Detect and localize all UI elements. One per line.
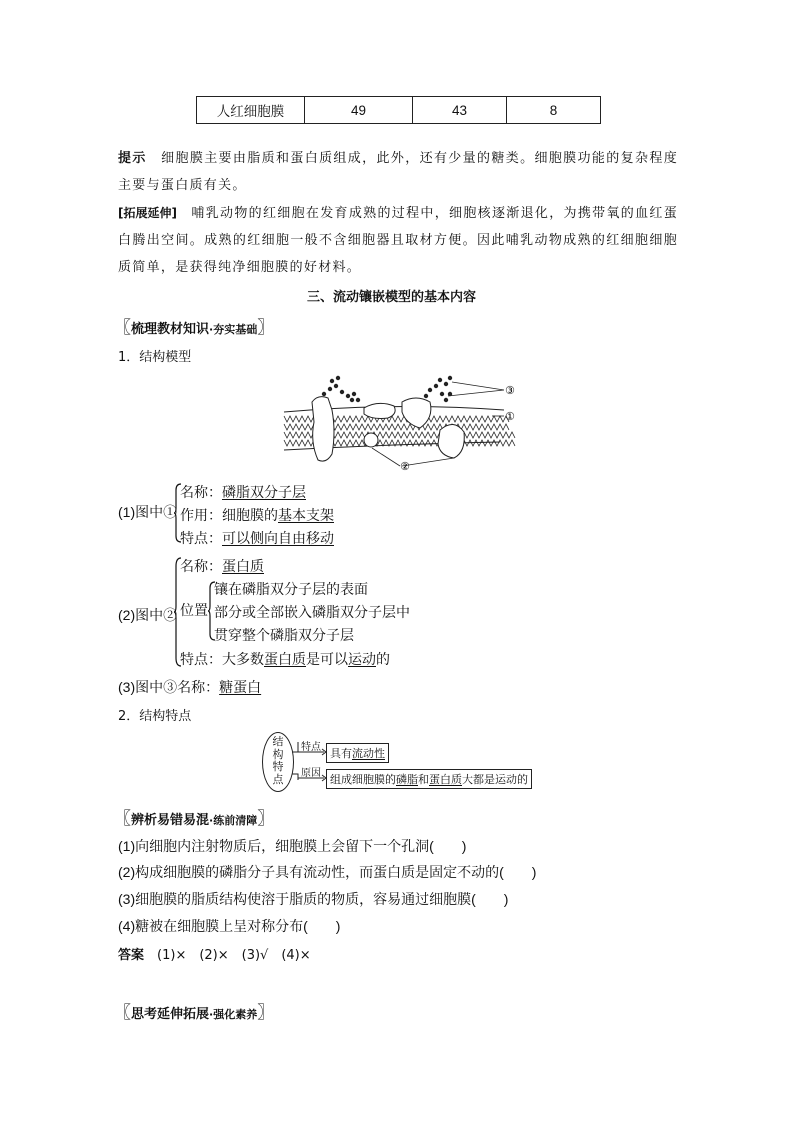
box2-text-c: 和 xyxy=(418,773,429,786)
question-2: (2)构成细胞膜的磷脂分子具有流动性，而蛋白质是固定不动的( ) xyxy=(118,864,537,880)
answer-label: 答案 xyxy=(118,948,145,963)
question-1: (1)向细胞内注射物质后，细胞膜上会留下一个孔洞( ) xyxy=(118,838,467,854)
box2-text-b: 磷脂 xyxy=(396,773,418,786)
item2-feature-c: 是可以 xyxy=(306,651,348,667)
section-header-title: 辨析易错易混 xyxy=(131,813,210,828)
box2-text-a: 组成细胞膜的 xyxy=(330,773,396,786)
diagram-label-1: ① xyxy=(505,410,515,423)
item2-feature-d: 运动 xyxy=(348,651,376,667)
extension-paragraph xyxy=(118,200,678,281)
arrow-label-reason: 原因 xyxy=(301,768,321,779)
section-header-subtitle: ·练前清障 xyxy=(209,814,258,827)
box1-text-b: 流动性 xyxy=(352,747,385,760)
section-header-subtitle: ·强化素养 xyxy=(209,1008,258,1021)
item3 xyxy=(118,677,261,697)
item1-name-value: 磷脂双分子层 xyxy=(222,484,306,500)
membrane-diagram xyxy=(278,372,528,472)
subsection-title-model: 1．结构模型 xyxy=(118,350,192,365)
item2-feature-a: 特点：大多数 xyxy=(180,651,264,667)
item1-name xyxy=(180,482,306,502)
item1-role-prefix: 作用：细胞膜的 xyxy=(180,507,278,523)
feature-oval-text xyxy=(271,736,285,786)
item2-name-value: 蛋白质 xyxy=(222,558,264,574)
item2-position-3: 贯穿整个磷脂双分子层 xyxy=(214,627,354,643)
table-cell: 人红细胞膜 xyxy=(197,97,305,124)
item2-position-2: 部分或全部嵌入磷脂双分子层中 xyxy=(214,604,410,620)
extension-label: [拓展延伸] xyxy=(118,206,178,220)
extension-text: 哺乳动物的红细胞在发育成熟的过程中，细胞核逐渐退化，为携带氧的血红蛋白腾出空间。成熟的红细胞一般不含细胞器且取材方便。因此哺乳动物成熟的红细胞细胞质简单，是获得纯净细胞膜的好材料。 xyxy=(118,206,678,275)
diagram-label-2: ② xyxy=(400,460,410,472)
section-header-title: 梳理教材知识 xyxy=(131,322,210,337)
table-cell: 8 xyxy=(507,97,601,124)
item1-feature-prefix: 特点： xyxy=(180,530,222,546)
oval-char: 点 xyxy=(272,772,284,786)
table-row xyxy=(197,97,601,124)
question-4: (4)糖被在细胞膜上呈对称分布( ) xyxy=(118,918,341,934)
item1-name-prefix: 名称： xyxy=(180,484,222,500)
arrow-label-feature: 特点 xyxy=(301,742,321,753)
feature-box-1 xyxy=(326,743,389,763)
item2-name-prefix: 名称： xyxy=(180,558,222,574)
box2-text-d: 蛋白质 xyxy=(429,773,462,786)
item1-feature-value: 可以侧向自由移动 xyxy=(222,530,334,546)
item2-feature-e: 的 xyxy=(376,651,390,667)
item2-name xyxy=(180,556,264,576)
item2-position-1: 镶在磷脂双分子层的表面 xyxy=(214,581,368,597)
item1-role xyxy=(180,505,334,525)
item2-feature xyxy=(180,649,390,669)
item2-position-label: 位置 xyxy=(180,602,208,618)
item1-label: (1)图中① xyxy=(118,504,178,520)
table-cell: 49 xyxy=(305,97,413,124)
glycoprotein-chains xyxy=(322,376,452,402)
section-header-thinking: 〖思考延伸拓展·强化素养〗 xyxy=(114,1003,275,1023)
question-3: (3)细胞膜的脂质结构使溶于脂质的物质，容易通过细胞膜( ) xyxy=(118,891,509,907)
oval-char: 构 xyxy=(272,747,284,761)
answer-text: (1)× (2)× (3)√ (4)× xyxy=(157,948,311,963)
data-table xyxy=(196,96,601,124)
oval-char: 结 xyxy=(272,735,284,748)
item1-role-value: 基本支架 xyxy=(278,507,334,523)
oval-char: 特 xyxy=(272,760,284,773)
section-title: 三、流动镶嵌模型的基本内容 xyxy=(307,290,477,305)
hint-paragraph xyxy=(118,145,678,199)
item3-value: 糖蛋白 xyxy=(219,679,262,695)
hint-label: 提示 xyxy=(118,151,147,166)
section-header-title: 思考延伸拓展 xyxy=(131,1007,210,1022)
section-header-errors: 〖辨析易错易混·练前清障〗 xyxy=(114,809,275,829)
subsection-title-feature: 2．结构特点 xyxy=(118,709,192,724)
table-cell: 43 xyxy=(413,97,507,124)
box2-text-e: 大都是运动的 xyxy=(462,773,528,786)
section-header-subtitle: ·夯实基础 xyxy=(209,323,258,336)
diagram-label-3: ③ xyxy=(505,384,515,397)
item2-label: (2)图中② xyxy=(118,607,178,623)
item3-label: (3)图中③名称： xyxy=(118,679,220,695)
hint-text: 细胞膜主要由脂质和蛋白质组成，此外，还有少量的糖类。细胞膜功能的复杂程度主要与蛋白质有关。 xyxy=(118,151,678,193)
item1-feature xyxy=(180,528,334,548)
answer-line xyxy=(118,944,311,963)
section-header-knowledge: 〖梳理教材知识·夯实基础〗 xyxy=(114,318,275,338)
item2-feature-b: 蛋白质 xyxy=(264,651,306,667)
box1-text-a: 具有 xyxy=(330,747,352,760)
feature-box-2 xyxy=(326,769,532,789)
